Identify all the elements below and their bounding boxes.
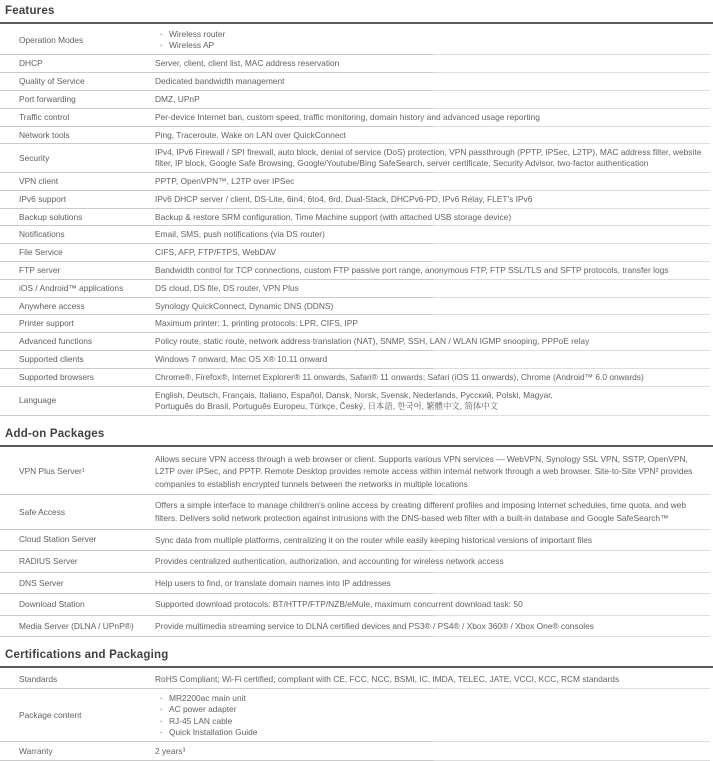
section-rows: [0, 449, 713, 638]
bullet-text: Quick Installation Guide: [169, 726, 258, 737]
row-label: Advanced functions: [19, 336, 93, 347]
row-value: Provides centralized authentication, authorization, and accounting for wireless network access: [155, 556, 504, 567]
spec-row: [0, 689, 713, 742]
row-value: Chrome®, Firefox®, Internet Explorer® 11 onwards, Safari® 11 onwards; Safari (iOS 11 onwards), Chrome (Android™ 6.0 onwards): [155, 371, 644, 382]
row-value: Provide multimedia streaming service to DLNA certified devices and PS3® / PS4® / Xbox 360® / Xbox One® consoles: [155, 620, 594, 631]
row-label: Language: [19, 395, 57, 406]
row-label: FTP server: [19, 264, 61, 275]
spec-row: [0, 127, 713, 145]
row-label: RADIUS Server: [19, 556, 78, 566]
spec-row: [0, 530, 713, 552]
bullet-item: [155, 716, 705, 727]
bullet-item: [155, 693, 705, 704]
spec-row: [0, 551, 713, 573]
row-label: Cloud Station Server: [19, 534, 97, 545]
value-line: English, Deutsch, Français, Italiano, Español, Dansk, Norsk, Svensk, Nederlands, Русский, Polski, Magyar,: [155, 389, 553, 400]
spec-section-certs: [0, 648, 713, 760]
bullet-item: [155, 40, 705, 51]
bullet-item: [155, 29, 705, 40]
spec-row: [0, 73, 713, 91]
bullet-text: RJ-45 LAN cable: [169, 715, 233, 726]
spec-row: [0, 573, 713, 595]
row-label: Supported browsers: [19, 371, 94, 382]
row-value: Per-device Internet ban, custom speed, traffic monitoring, domain history and advanced usage reporting: [155, 111, 540, 122]
spec-row: [0, 351, 713, 369]
row-value: Policy route, static route, network address translation (NAT), SNMP, SSH, LAN / WLAN IGMP snooping, PPPoE relay: [155, 336, 590, 347]
spec-row: [0, 616, 713, 638]
row-label: DNS Server: [19, 577, 64, 588]
spec-row: [0, 262, 713, 280]
spec-row: [0, 333, 713, 351]
value-line: Português do Brasil, Português Europeu, Türkçe, Český, 日本語, 한국어, 繁體中文, 简体中文: [155, 400, 498, 411]
row-value: Dedicated bandwidth management: [155, 76, 285, 87]
spec-row: [0, 387, 713, 416]
row-value: Bandwidth control for TCP connections, custom FTP passive port range, anonymous FTP, FTP SSL/TLS and SFTP protocols, transfer logs: [155, 264, 669, 275]
bullet-text: MR2200ac main unit: [169, 693, 246, 704]
row-label: Warranty: [19, 746, 53, 757]
bullet-text: Wireless AP: [169, 40, 215, 51]
row-value: Server, client, client list, MAC address reservation: [155, 58, 340, 69]
row-label: Traffic control: [19, 111, 70, 122]
spec-row: [0, 742, 713, 761]
bullet-item: [155, 704, 705, 715]
row-label: Network tools: [19, 129, 70, 140]
bullet-text: Wireless router: [169, 29, 226, 39]
section-rows: [0, 26, 713, 416]
row-label: Media Server (DLNA / UPnP®): [19, 620, 134, 631]
spec-row: [0, 191, 713, 209]
row-label: Notifications: [19, 229, 65, 240]
bullet-list: [155, 29, 705, 51]
row-value: [155, 29, 713, 51]
row-value: [155, 390, 713, 412]
spec-row: [0, 244, 713, 262]
row-label: Package content: [19, 710, 82, 721]
row-value: Maximum printer: 1, printing protocols: LPR, CIFS, IPP: [155, 318, 358, 329]
spec-row: [0, 315, 713, 333]
row-label: IPv6 support: [19, 193, 67, 204]
row-label: Quality of Service: [19, 76, 85, 87]
section-title: Add-on Packages: [0, 427, 713, 447]
row-value: Supported download protocols: BT/HTTP/FTP/NZB/eMule, maximum concurrent download task: 50: [155, 599, 523, 610]
row-label: Download Station: [19, 599, 85, 610]
row-label: VPN client: [19, 175, 59, 186]
row-label: Safe Access: [19, 506, 66, 517]
row-label: Operation Modes: [19, 34, 84, 45]
row-value: RoHS Compliant; Wi-Fi certified; compliant with CE, FCC, NCC, BSMI, IC, IMDA, TELEC, JATE, VCCI, KCC, RCM standards: [155, 674, 620, 685]
row-label: iOS / Android™ applications: [19, 282, 124, 293]
spec-row: [0, 298, 713, 316]
spec-row: [0, 173, 713, 191]
row-value: Sync data from multiple platforms, centralizing it on the router while easily keeping historical versions of important files: [155, 534, 593, 545]
row-value: DMZ, UPnP: [155, 94, 200, 104]
row-value: [155, 693, 713, 738]
spec-row: [0, 109, 713, 127]
row-label: VPN Plus Server¹: [19, 466, 85, 477]
row-label: Supported clients: [19, 353, 84, 364]
row-label: Anywhere access: [19, 300, 85, 311]
row-value: 2 years³: [155, 746, 186, 757]
row-value: Backup & restore SRM configuration, Time Machine support (with attached USB storage device): [155, 211, 512, 222]
row-value: IPv4, IPv6 Firewall / SPI firewall, auto block, denial of service (DoS) protection, VPN passthrough (PPTP, IPSec, L2TP), MAC address filter, website filter, IP block, Google Safe Browsing, Google/Youtube/Bing SafeSearch, server certificate, Security Advisor, two-factor authentication: [155, 147, 702, 169]
row-label: Port forwarding: [19, 94, 76, 104]
spec-row: [0, 91, 713, 109]
row-value: Synology QuickConnect, Dynamic DNS (DDNS): [155, 300, 334, 311]
row-value: PPTP, OpenVPN™, L2TP over IPSec: [155, 175, 295, 186]
row-value: IPv6 DHCP server / client, DS-Lite, 6in4, 6to4, 6rd, Dual-Stack, DHCPv6-PD, IPv6 Relay, FLET's IPv6: [155, 193, 533, 204]
row-value: Help users to find, or translate domain names into IP addresses: [155, 577, 391, 588]
spec-row: [0, 144, 713, 173]
row-value: Email, SMS, push notifications (via DS router): [155, 229, 325, 240]
row-value: CIFS, AFP, FTP/FTPS, WebDAV: [155, 247, 276, 258]
spec-row: [0, 670, 713, 689]
spec-row: [0, 280, 713, 298]
spec-section-addon: [0, 427, 713, 638]
row-label: Standards: [19, 674, 58, 685]
section-title: Certifications and Packaging: [0, 648, 713, 668]
section-title: Features: [0, 4, 713, 24]
spec-row: [0, 55, 713, 73]
row-label: File Service: [19, 247, 63, 258]
spec-row: [0, 449, 713, 496]
row-label: DHCP: [19, 58, 43, 69]
row-value: Windows 7 onward, Mac OS X® 10.11 onward: [155, 353, 328, 364]
row-label: Printer support: [19, 318, 74, 329]
row-value: Ping, Traceroute, Wake on LAN over QuickConnect: [155, 129, 347, 140]
spec-row: [0, 26, 713, 55]
row-value: Allows secure VPN access through a web browser or client. Supports various VPN services — WebVPN, Synology SSL VPN, SSTP, OpenVPN, L2TP over IPSec, and PPTP. Remote Desktop provides remote access within internal network through a web browser. Site-to-Site VPN² provides companies to establish encrypted tunnels between the networks in multiple locations: [155, 453, 693, 489]
spec-row: [0, 495, 713, 529]
spec-row: [0, 226, 713, 244]
section-rows: [0, 670, 713, 760]
row-label: Backup solutions: [19, 211, 83, 222]
spec-row: [0, 209, 713, 227]
spec-row: [0, 369, 713, 387]
row-value: Offers a simple interface to manage children's online access by creating different profiles and imposing Internet schedules, time quota, and web filters. Delivers solid network protection against intrusions with the DNS-based web filter with a built-in database and Google SafeSearch™: [155, 500, 687, 523]
spec-section-features: [0, 4, 713, 416]
bullet-list: [155, 693, 705, 738]
spec-row: [0, 594, 713, 616]
row-value: DS cloud, DS file, DS router, VPN Plus: [155, 282, 299, 293]
row-label: Security: [19, 152, 50, 163]
bullet-item: [155, 727, 705, 738]
bullet-text: AC power adapter: [169, 704, 237, 715]
